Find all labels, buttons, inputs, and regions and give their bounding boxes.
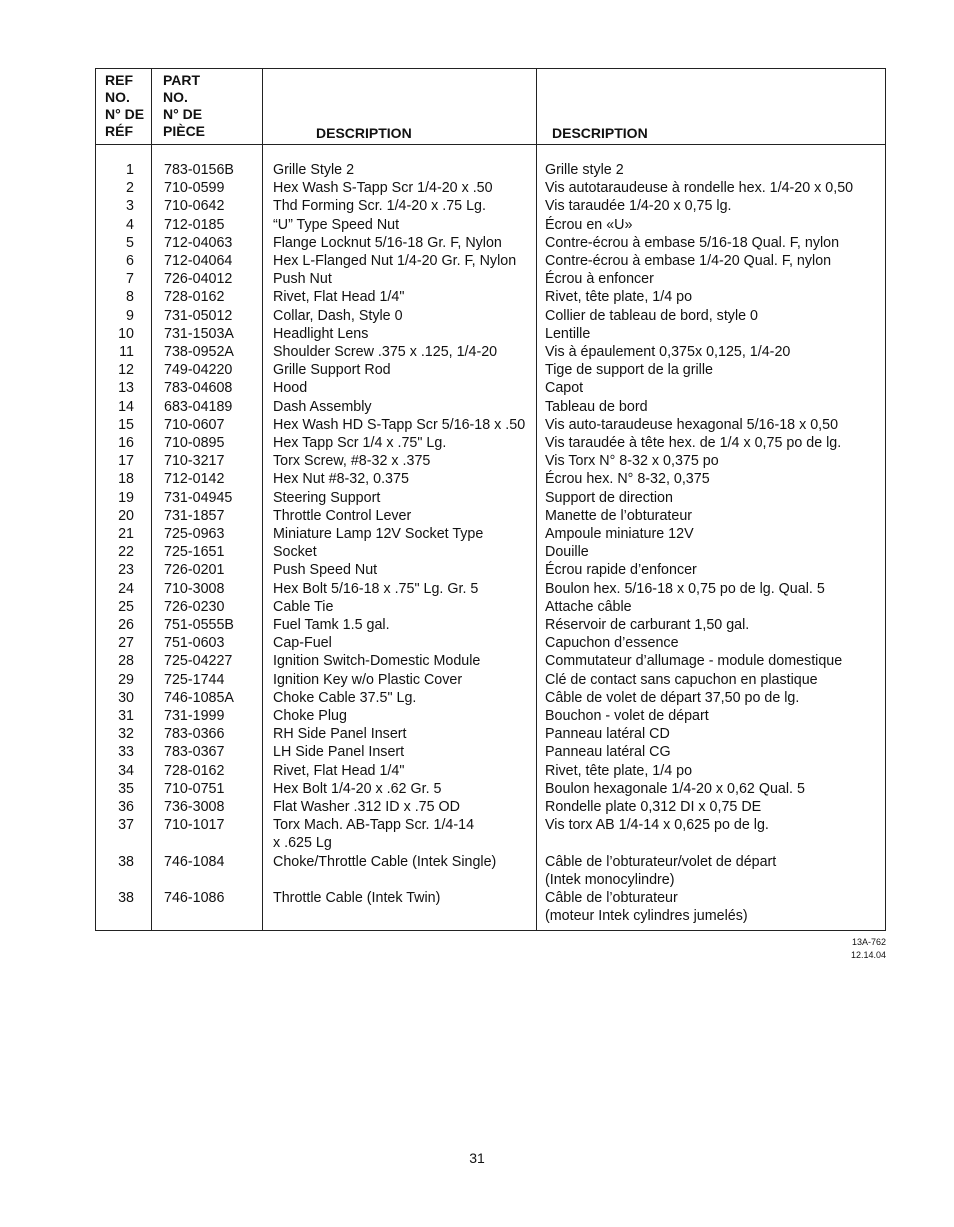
ref-cell: 12 [118, 362, 134, 379]
description-fr-cell: Rondelle plate 0,312 DI x 0,75 DE [545, 799, 762, 815]
description-en-cell: Choke Plug [273, 708, 347, 724]
description-en-cell: “U” Type Speed Nut [273, 216, 400, 233]
part-number-cell: 683-04189 [164, 398, 233, 415]
description-fr-cell: Réservoir de carburant 1,50 gal. [545, 617, 750, 633]
ref-cell: 27 [118, 635, 134, 652]
ref-cell: 28 [118, 653, 134, 670]
ref-cell: 4 [126, 216, 134, 233]
description-fr-cell: Écrou à enfoncer [545, 271, 654, 288]
description-fr-cell: Clé de contact sans capuchon en plastique [545, 671, 818, 688]
description-fr-cell: Lentille [545, 325, 591, 342]
part-number-cell: 710-0751 [164, 780, 225, 797]
description-en-cell: Push Nut [273, 271, 332, 288]
document-code: 13A-762 [851, 937, 886, 947]
part-number-cell: 710-3217 [164, 453, 225, 470]
part-number-cell: 710-0895 [164, 435, 225, 451]
part-number-cell: 728-0162 [164, 762, 225, 779]
ref-cell: 7 [126, 271, 134, 288]
description-fr-cell: Attache câble [545, 598, 632, 615]
column-divider [536, 69, 537, 930]
ref-cell: 3 [126, 198, 134, 215]
description-fr-cell: Panneau latéral CD [545, 726, 670, 743]
part-number-cell: 746-1086 [164, 890, 225, 906]
description-fr-cell: Capot [545, 380, 584, 397]
ref-cell: 5 [126, 234, 134, 251]
description-fr-cell: Rivet, tête plate, 1/4 po [545, 762, 693, 779]
description-en-cell: Miniature Lamp 12V Socket Type [273, 526, 484, 542]
header-part-no: PART NO. N° DE PIÈCE [163, 72, 206, 139]
part-number-cell: 726-04012 [164, 271, 233, 288]
part-number-cell: 783-0156B [164, 162, 234, 178]
description-en-cell: Thd Forming Scr. 1/4-20 x .75 Lg. [273, 198, 486, 215]
description-en-cell: Rivet, Flat Head 1/4" [273, 289, 405, 306]
description-fr-cell: Vis auto-taraudeuse hexagonal 5/16-18 x 0,50 [545, 416, 839, 433]
description-en-cell: RH Side Panel Insert [273, 726, 407, 743]
part-number-cell: 712-04064 [164, 253, 233, 269]
ref-cell: 37 [118, 817, 134, 834]
description-fr-cell: Boulon hex. 5/16-18 x 0,75 po de lg. Qual. 5 [545, 580, 825, 597]
ref-cell: 32 [118, 726, 134, 743]
description-fr-cell: Contre-écrou à embase 1/4-20 Qual. F, nylon [545, 253, 832, 269]
part-number-cell: 783-04608 [164, 380, 233, 397]
description-en-cell: Hex Wash S-Tapp Scr 1/4-20 x .50 [273, 180, 493, 197]
ref-cell: 18 [118, 471, 134, 488]
description-fr-cell: Vis à épaulement 0,375x 0,125, 1/4-20 [545, 344, 791, 360]
description-en-cell: Ignition Switch-Domestic Module [273, 653, 481, 670]
description-fr-cell: Panneau latéral CG [545, 744, 671, 761]
description-fr-cell: Vis taraudée à tête hex. de 1/4 x 0,75 po de lg. [545, 435, 842, 451]
description-fr-cell: Écrou rapide d’enfoncer [545, 562, 697, 579]
part-number-cell: 746-1084 [164, 853, 225, 870]
description-fr-cell: Boulon hexagonale 1/4-20 x 0,62 Qual. 5 [545, 780, 805, 797]
part-number-cell: 712-0142 [164, 471, 225, 488]
part-number-cell: 749-04220 [164, 362, 233, 379]
ref-cell: 16 [118, 435, 134, 451]
part-number-cell: 736-3008 [164, 799, 225, 815]
description-fr-cell: Vis autotaraudeuse à rondelle hex. 1/4-20 x 0,50 [545, 180, 854, 197]
part-number-cell: 710-0607 [164, 416, 225, 433]
description-fr-cell: Collier de tableau de bord, style 0 [545, 307, 758, 324]
description-en-cell: Flat Washer .312 ID x .75 OD [273, 799, 460, 815]
description-fr-cell: Commutateur d’allumage - module domestique [545, 653, 843, 670]
description-fr-cell: Grille style 2 [545, 162, 624, 178]
description-fr-cell: Bouchon - volet de départ [545, 708, 709, 724]
description-en-cell: LH Side Panel Insert [273, 744, 405, 761]
description-en-cell: Choke Cable 37.5" Lg. [273, 689, 417, 706]
ref-cell: 25 [118, 598, 134, 615]
description-fr-cell: Contre-écrou à embase 5/16-18 Qual. F, nylon [545, 234, 840, 251]
ref-cell: 6 [126, 253, 134, 269]
part-number-cell: 731-1999 [164, 708, 225, 724]
part-number-cell: 751-0603 [164, 635, 225, 652]
column-divider [151, 69, 152, 930]
description-en-cell: Fuel Tamk 1.5 gal. [273, 617, 390, 633]
description-en-cell: Hex Nut #8-32, 0.375 [273, 471, 409, 488]
description-en-cell: Choke/Throttle Cable (Intek Single) [273, 853, 497, 870]
page-number: 31 [469, 1150, 485, 1166]
description-en-cell: Throttle Control Lever [273, 507, 412, 524]
part-number-cell: 731-04945 [164, 489, 233, 506]
part-number-cell: 738-0952A [164, 344, 234, 360]
description-fr-cell: Câble de volet de départ 37,50 po de lg. [545, 689, 800, 706]
part-number-cell: 710-3008 [164, 580, 225, 597]
ref-cell: 19 [118, 489, 134, 506]
parts-table [95, 68, 886, 931]
description-fr-cell: Tige de support de la grille [545, 362, 713, 379]
part-number-cell: 731-1503A [164, 325, 234, 342]
description-en-cell: Hex Wash HD S-Tapp Scr 5/16-18 x .50 [273, 416, 526, 433]
description-en-cell: Dash Assembly [273, 398, 372, 415]
description-en-cell: Cap-Fuel [273, 635, 332, 652]
description-en-cell: Grille Support Rod [273, 362, 391, 379]
description-en-cell: Push Speed Nut [273, 562, 378, 579]
description-fr-cell: Tableau de bord [545, 398, 648, 415]
part-number-cell: 725-0963 [164, 526, 225, 542]
part-number-cell: 712-0185 [164, 216, 225, 233]
description-en-cell: Collar, Dash, Style 0 [273, 307, 403, 324]
ref-cell: 13 [118, 380, 134, 397]
part-number-cell: 710-0599 [164, 180, 225, 197]
description-en-cell: Torx Mach. AB-Tapp Scr. 1/4-14 x .625 Lg [273, 817, 475, 852]
part-number-cell: 731-05012 [164, 307, 233, 324]
description-fr-cell: Écrou hex. N° 8-32, 0,375 [545, 471, 710, 488]
ref-cell: 38 [118, 890, 134, 906]
description-en-cell: Throttle Cable (Intek Twin) [273, 890, 441, 906]
description-fr-cell: Rivet, tête plate, 1/4 po [545, 289, 693, 306]
ref-cell: 20 [118, 507, 134, 524]
ref-cell: 24 [118, 580, 134, 597]
ref-cell: 38 [118, 853, 134, 870]
ref-cell: 31 [118, 708, 134, 724]
description-fr-cell: Douille [545, 544, 589, 561]
description-en-cell: Steering Support [273, 489, 381, 506]
part-number-cell: 725-1744 [164, 671, 225, 688]
description-fr-cell: Câble de l’obturateur/volet de départ (Intek monocylindre) [545, 853, 777, 888]
ref-cell: 21 [118, 526, 134, 542]
description-fr-cell: Ampoule miniature 12V [545, 526, 694, 542]
part-number-cell: 726-0230 [164, 598, 225, 615]
part-number-cell: 783-0366 [164, 726, 225, 743]
ref-cell: 23 [118, 562, 134, 579]
description-en-cell: Hood [273, 380, 308, 397]
part-number-cell: 746-1085A [164, 689, 234, 706]
column-divider [262, 69, 263, 930]
header-divider [96, 144, 885, 145]
description-en-cell: Grille Style 2 [273, 162, 355, 178]
description-en-cell: Cable Tie [273, 598, 334, 615]
ref-cell: 1 [126, 162, 134, 178]
header-description-fr: DESCRIPTION [552, 125, 648, 141]
part-number-cell: 728-0162 [164, 289, 225, 306]
description-fr-cell: Vis torx AB 1/4-14 x 0,625 po de lg. [545, 817, 769, 834]
description-fr-cell: Vis taraudée 1/4-20 x 0,75 lg. [545, 198, 732, 215]
part-number-cell: 725-04227 [164, 653, 233, 670]
description-fr-cell: Capuchon d’essence [545, 635, 679, 652]
description-fr-cell: Support de direction [545, 489, 673, 506]
ref-cell: 10 [118, 325, 134, 342]
description-en-cell: Hex Bolt 5/16-18 x .75" Lg. Gr. 5 [273, 580, 479, 597]
ref-cell: 15 [118, 416, 134, 433]
header-description-en: DESCRIPTION [316, 125, 412, 141]
ref-cell: 26 [118, 617, 134, 633]
part-number-cell: 712-04063 [164, 234, 233, 251]
description-en-cell: Socket [273, 544, 317, 561]
description-fr-cell: Écrou en «U» [545, 216, 633, 233]
part-number-cell: 726-0201 [164, 562, 225, 579]
description-fr-cell: Câble de l’obturateur (moteur Intek cylindres jumelés) [545, 890, 748, 925]
ref-cell: 17 [118, 453, 134, 470]
description-fr-cell: Manette de l’obturateur [545, 507, 693, 524]
description-en-cell: Headlight Lens [273, 325, 369, 342]
part-number-cell: 710-1017 [164, 817, 225, 834]
ref-cell: 14 [118, 398, 134, 415]
ref-cell: 11 [119, 344, 134, 360]
description-en-cell: Hex L-Flanged Nut 1/4-20 Gr. F, Nylon [273, 253, 517, 269]
ref-cell: 34 [118, 762, 134, 779]
ref-cell: 22 [118, 544, 134, 561]
part-number-cell: 725-1651 [164, 544, 225, 561]
description-en-cell: Shoulder Screw .375 x .125, 1/4-20 [273, 344, 498, 360]
description-en-cell: Rivet, Flat Head 1/4" [273, 762, 405, 779]
ref-cell: 35 [118, 780, 134, 797]
description-en-cell: Flange Locknut 5/16-18 Gr. F, Nylon [273, 234, 502, 251]
description-fr-cell: Vis Torx N° 8-32 x 0,375 po [545, 453, 719, 470]
part-number-cell: 751-0555B [164, 617, 234, 633]
document-date: 12.14.04 [850, 950, 886, 960]
ref-cell: 9 [126, 307, 134, 324]
description-en-cell: Hex Tapp Scr 1/4 x .75" Lg. [273, 435, 447, 451]
ref-cell: 8 [126, 289, 134, 306]
part-number-cell: 783-0367 [164, 744, 225, 761]
description-en-cell: Hex Bolt 1/4-20 x .62 Gr. 5 [273, 780, 442, 797]
ref-cell: 30 [118, 689, 134, 706]
description-en-cell: Torx Screw, #8-32 x .375 [273, 453, 431, 470]
ref-cell: 29 [118, 671, 134, 688]
part-number-cell: 710-0642 [164, 198, 225, 215]
header-ref-no: REF NO. N° DE RÉF [105, 72, 145, 139]
ref-cell: 2 [126, 180, 134, 197]
part-number-cell: 731-1857 [164, 507, 225, 524]
ref-cell: 33 [118, 744, 134, 761]
ref-cell: 36 [118, 799, 134, 815]
description-en-cell: Ignition Key w/o Plastic Cover [273, 671, 463, 688]
